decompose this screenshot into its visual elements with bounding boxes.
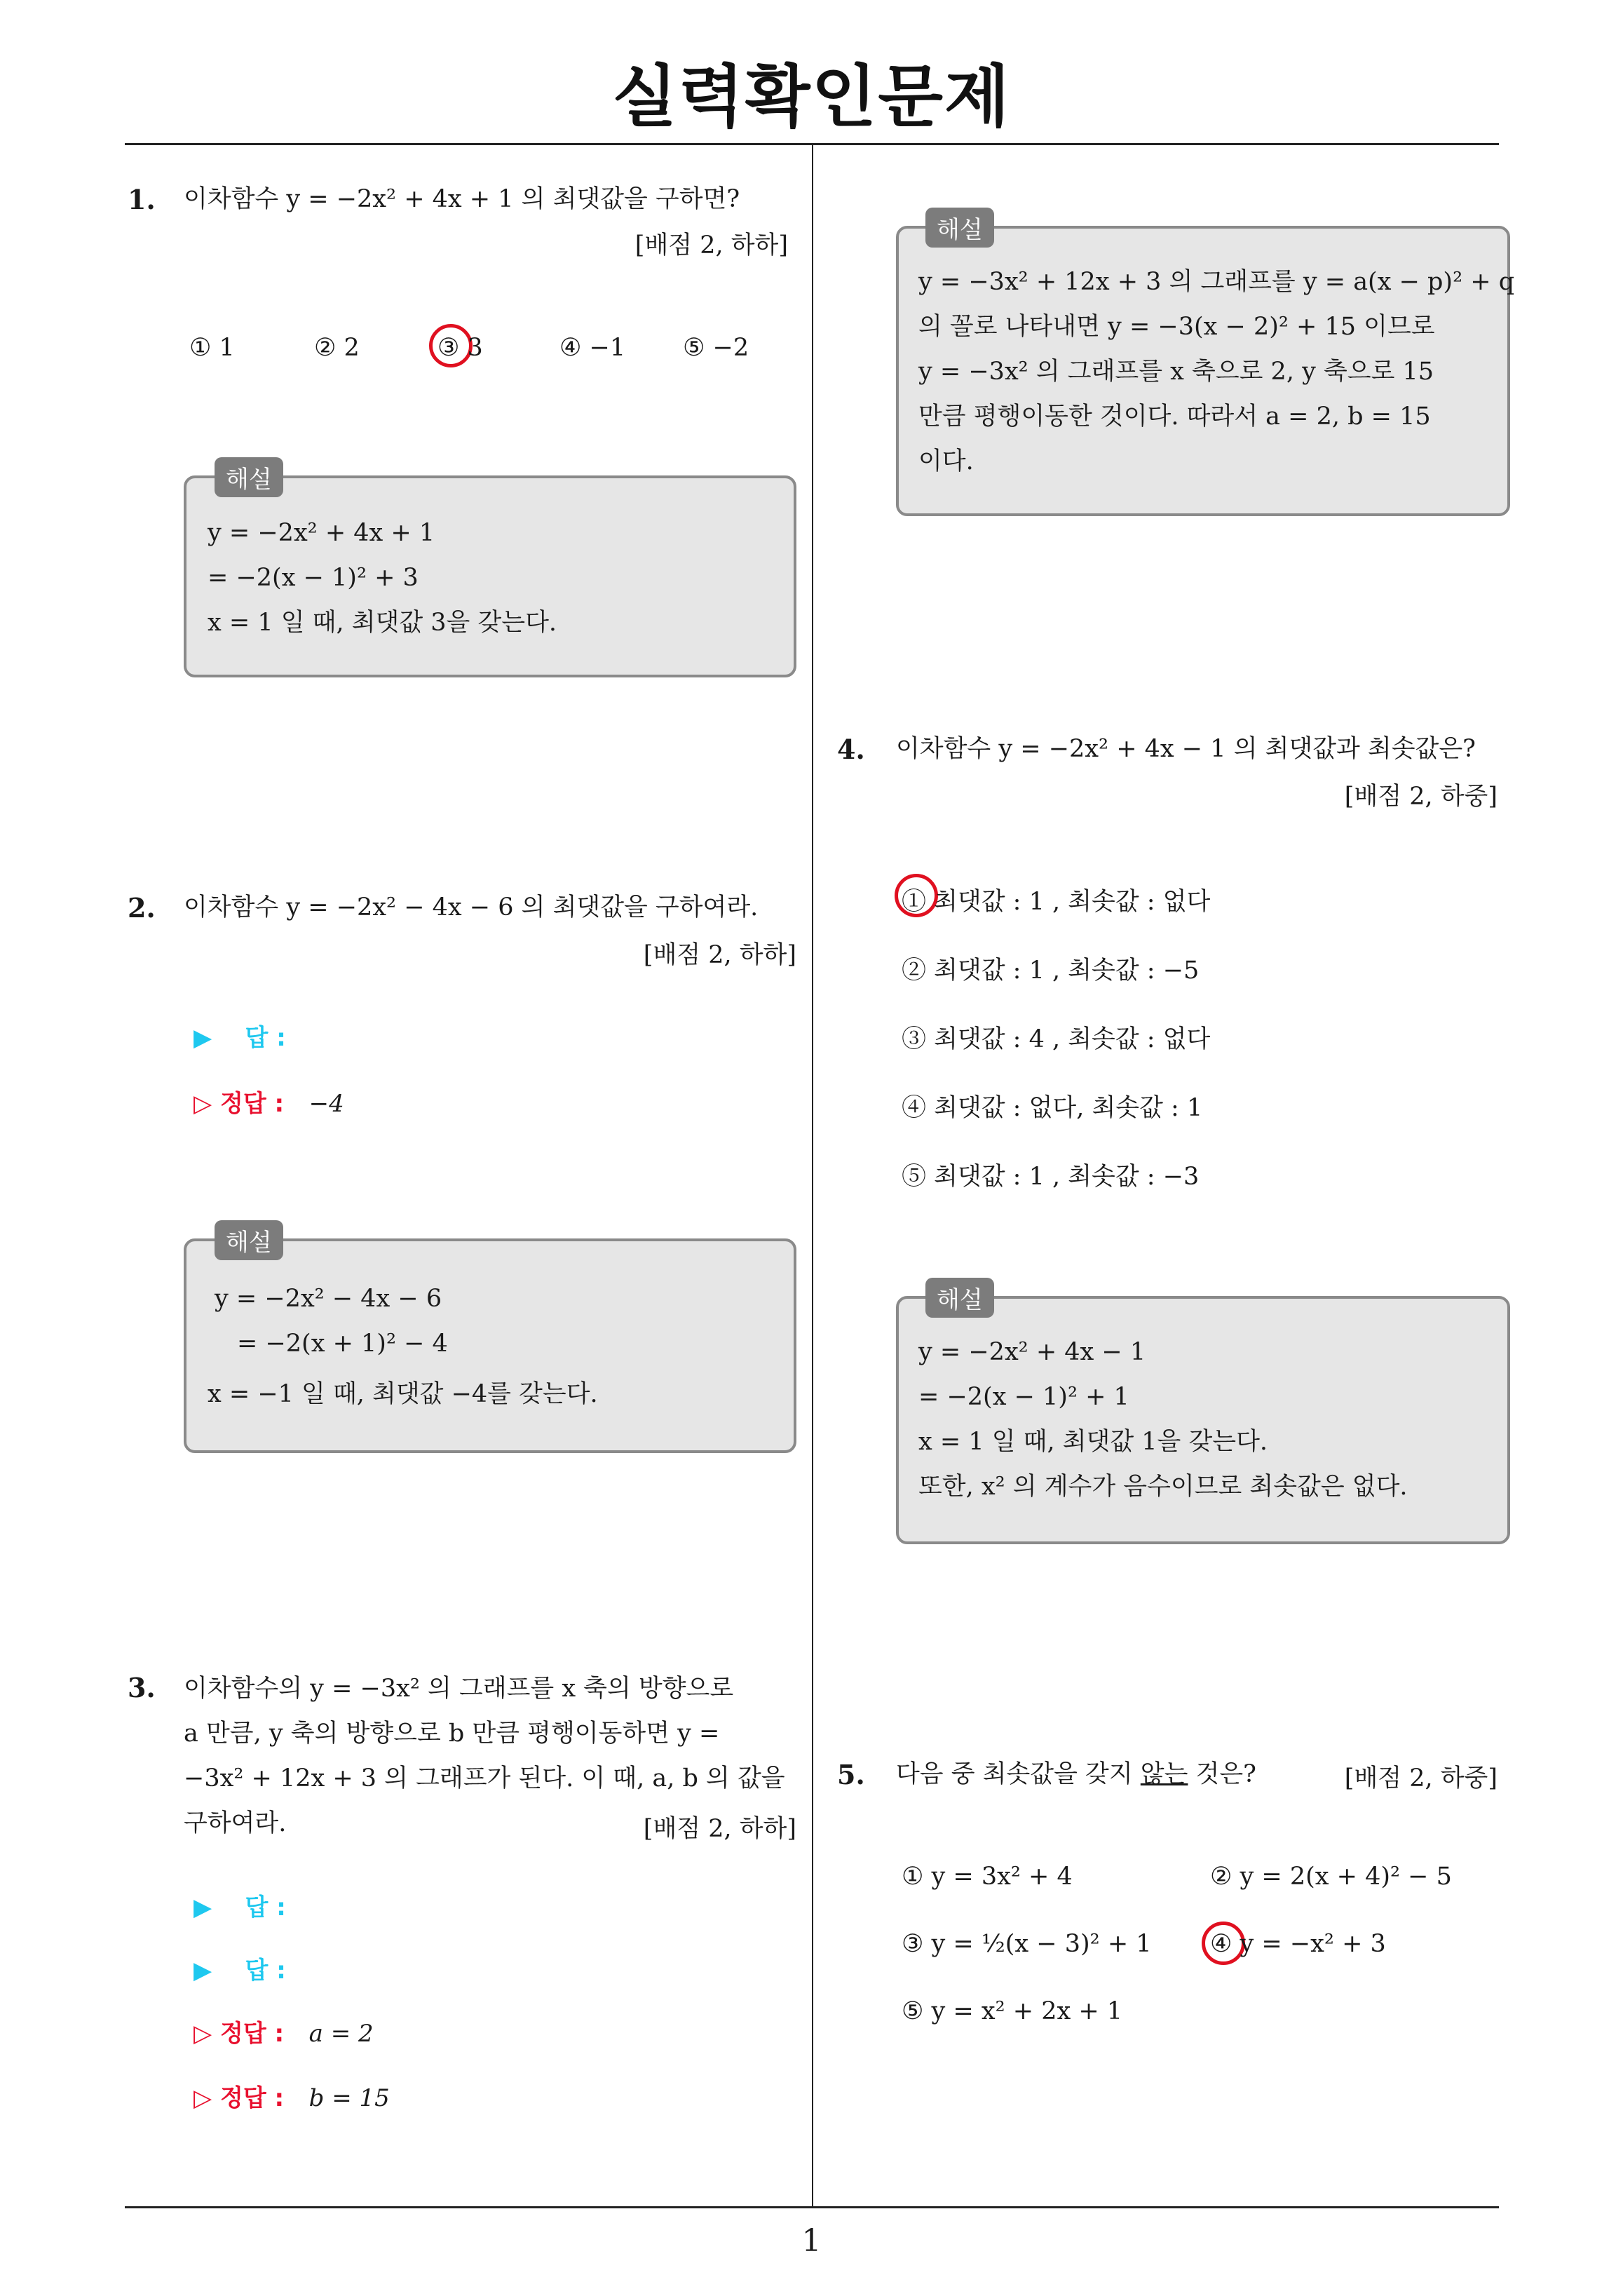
correct-answer-row <box>193 2079 390 2113</box>
correct-value: a = 2 <box>308 2020 374 2048</box>
explanation-box <box>184 1229 796 1453</box>
option-5[interactable]: ⑤ y = x² + 2x + 1 <box>902 1997 1123 2025</box>
explanation-line: 만큼 평행이동한 것이다. 따라서 a = 2, b = 15 <box>918 403 1431 431</box>
bottom-rule <box>125 2206 1499 2208</box>
option-3[interactable]: ③ 3 <box>437 334 483 362</box>
question-meta: [배점 2, 하하] <box>643 1815 796 1843</box>
option-4[interactable]: ④ 최댓값 : 없다, 최솟값 : 1 <box>902 1094 1203 1122</box>
answer-label: 답 : <box>245 1893 286 1922</box>
question-text-part: 다음 중 최솟값을 갖지 <box>896 1760 1141 1788</box>
question-text-part: 것은? <box>1188 1760 1256 1788</box>
option-3[interactable]: ③ y = ½(x − 3)² + 1 <box>902 1930 1152 1958</box>
question-line: 이차함수의 y = −3x² 의 그래프를 x 축의 방향으로 <box>184 1675 734 1703</box>
option-1[interactable]: ① y = 3x² + 4 <box>902 1863 1073 1891</box>
play-icon: ▶ <box>193 1893 212 1922</box>
question-meta: [배점 2, 하하] <box>643 941 796 969</box>
question-line: 구하여라. <box>184 1809 287 1837</box>
explanation-line: x = 1 일 때, 최댓값 1을 갖는다. <box>918 1428 1268 1456</box>
answer-row[interactable] <box>193 1018 286 1053</box>
outline-play-icon: ▷ <box>193 2084 212 2112</box>
explanation-line: y = −3x² + 12x + 3 의 그래프를 y = a(x − p)² + q <box>918 268 1515 296</box>
option-2[interactable]: ② 2 <box>314 334 360 362</box>
question-text: 이차함수 y = −2x² + 4x − 1 의 최댓값과 최솟값은? <box>896 735 1476 763</box>
answer-label: 답 : <box>245 1024 286 1052</box>
explanation-line: 이다. <box>918 447 974 475</box>
outline-play-icon: ▷ <box>193 2020 212 2048</box>
option-3[interactable]: ③ 최댓값 : 4 , 최솟값 : 없다 <box>902 1025 1211 1053</box>
correct-answer-row <box>193 1084 344 1119</box>
option-1[interactable]: ① 최댓값 : 1 , 최솟값 : 없다 <box>902 888 1211 916</box>
explanation-tab: 해설 <box>215 457 283 497</box>
answer-row[interactable] <box>193 1951 286 1985</box>
option-1[interactable]: ① 1 <box>189 334 235 362</box>
page-number: 1 <box>801 2223 822 2259</box>
correct-label: 정답 : <box>220 2020 285 2048</box>
explanation-line: = −2(x + 1)² − 4 <box>237 1330 448 1358</box>
explanation-box <box>184 466 796 677</box>
explanation-line: 또한, x² 의 계수가 음수이므로 최솟값은 없다. <box>918 1473 1408 1501</box>
option-5[interactable]: ⑤ 최댓값 : 1 , 최솟값 : −3 <box>902 1163 1200 1191</box>
explanation-line: x = 1 일 때, 최댓값 3을 갖는다. <box>208 609 557 637</box>
explanation-line: = −2(x − 1)² + 1 <box>918 1383 1129 1411</box>
answer-row[interactable] <box>193 1888 286 1922</box>
option-4[interactable]: ④ −1 <box>559 334 626 362</box>
question-number: 4. <box>837 734 865 765</box>
question-meta: [배점 2, 하하] <box>634 231 788 259</box>
option-4[interactable]: ④ y = −x² + 3 <box>1210 1930 1386 1958</box>
underlined-word: 않는 <box>1140 1760 1188 1788</box>
question-text: 이차함수 y = −2x² + 4x + 1 의 최댓값을 구하면? <box>184 185 740 213</box>
explanation-tab: 해설 <box>925 208 994 248</box>
question-meta: [배점 2, 하중] <box>1344 1764 1498 1792</box>
explanation-box <box>896 1286 1510 1544</box>
option-2[interactable]: ② y = 2(x + 4)² − 5 <box>1210 1863 1452 1891</box>
explanation-box <box>896 216 1515 516</box>
explanation-line: y = −2x² + 4x + 1 <box>208 519 435 547</box>
explanation-tab: 해설 <box>215 1220 283 1260</box>
explanation-line: = −2(x − 1)² + 3 <box>208 564 419 592</box>
question-number: 3. <box>128 1672 156 1703</box>
column-divider <box>812 144 813 2208</box>
question-text <box>896 1752 1256 1797</box>
explanation-line: 의 꼴로 나타내면 y = −3(x − 2)² + 15 이므로 <box>918 313 1435 341</box>
page-title: 실력확인문제 <box>612 58 1011 136</box>
correct-answer-row <box>193 2014 374 2048</box>
explanation-tab: 해설 <box>925 1278 994 1318</box>
question-number: 2. <box>128 892 156 924</box>
correct-value: −4 <box>308 1090 344 1118</box>
explanation-line: y = −3x² 의 그래프를 x 축으로 2, y 축으로 15 <box>918 358 1434 386</box>
question-number: 5. <box>837 1759 865 1790</box>
question-number: 1. <box>128 184 156 215</box>
question-text: 이차함수 y = −2x² − 4x − 6 의 최댓값을 구하여라. <box>184 893 759 921</box>
play-icon: ▶ <box>193 1957 212 1985</box>
play-icon: ▶ <box>193 1024 212 1052</box>
outline-play-icon: ▷ <box>193 1090 212 1118</box>
explanation-line: x = −1 일 때, 최댓값 −4를 갖는다. <box>208 1380 598 1408</box>
correct-label: 정답 : <box>220 2084 285 2112</box>
question-line: a 만큼, y 축의 방향으로 b 만큼 평행이동하면 y = <box>184 1720 720 1748</box>
question-meta: [배점 2, 하중] <box>1344 783 1498 811</box>
option-5[interactable]: ⑤ −2 <box>683 334 749 362</box>
question-line: −3x² + 12x + 3 의 그래프가 된다. 이 때, a, b 의 값을 <box>184 1764 785 1792</box>
explanation-line: y = −2x² + 4x − 1 <box>918 1338 1146 1366</box>
option-2[interactable]: ② 최댓값 : 1 , 최솟값 : −5 <box>902 957 1200 985</box>
explanation-line: y = −2x² − 4x − 6 <box>215 1285 442 1313</box>
correct-value: b = 15 <box>308 2084 390 2112</box>
answer-label: 답 : <box>245 1957 286 1985</box>
correct-label: 정답 : <box>220 1090 285 1118</box>
